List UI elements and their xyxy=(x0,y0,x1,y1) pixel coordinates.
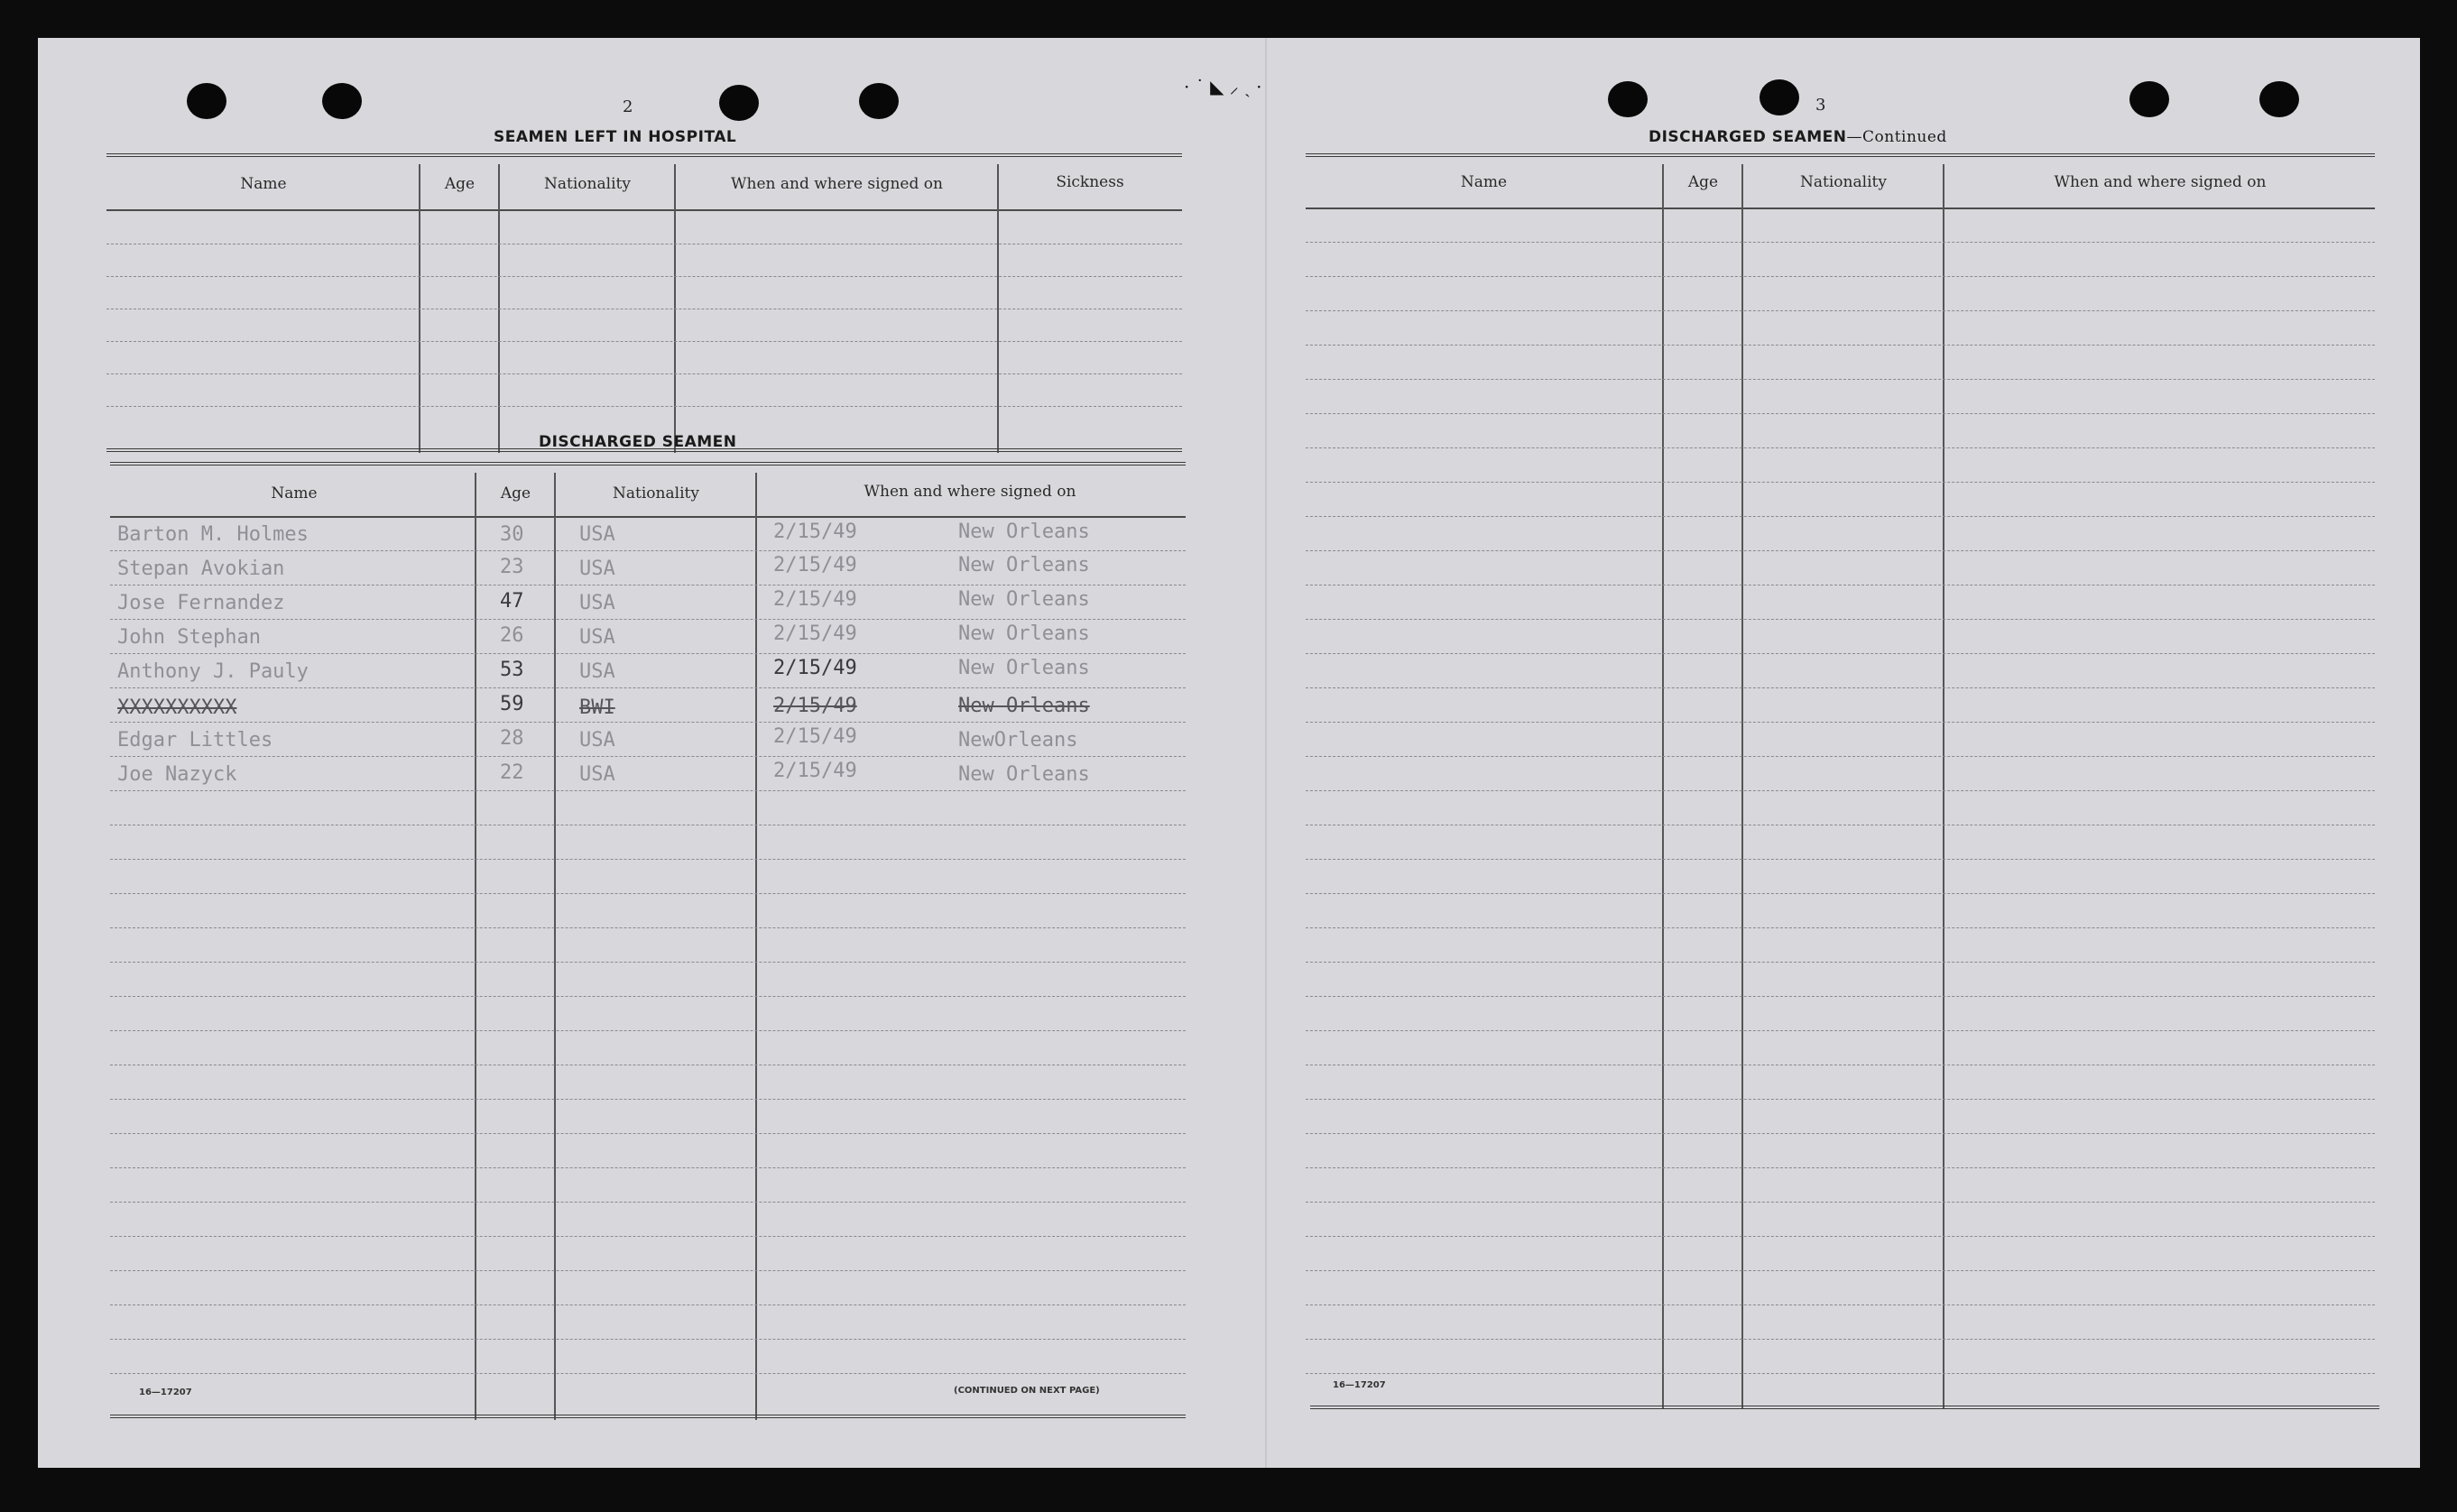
punch-hole xyxy=(2129,81,2169,117)
seaman-name: Edgar Littles xyxy=(117,729,273,751)
right-col-signed-on: When and where signed on xyxy=(2054,173,2267,191)
right-title-main: DISCHARGED SEAMEN xyxy=(1649,128,1847,146)
signed-on-place: New Orleans xyxy=(958,588,1090,611)
signed-on-place: New Orleans xyxy=(958,622,1090,645)
right-col-nationality: Nationality xyxy=(1800,173,1887,191)
seaman-age: 53 xyxy=(500,659,524,681)
hospital-col-nationality: Nationality xyxy=(544,175,631,193)
seaman-name: Joe Nazyck xyxy=(117,763,237,786)
seaman-age: 22 xyxy=(500,761,524,784)
hospital-col-signed-on: When and where signed on xyxy=(731,175,943,193)
seaman-nationality: USA xyxy=(579,523,615,546)
signed-on-date: 2/15/49 xyxy=(773,725,857,748)
debris-marks: · ˙ ◣ ⸝ ˏ · xyxy=(1184,76,1262,97)
seaman-age: 30 xyxy=(500,523,524,546)
seaman-nationality: USA xyxy=(579,626,615,649)
right-title-suffix: —Continued xyxy=(1846,128,1947,146)
discharged-col-signed-on: When and where signed on xyxy=(864,483,1076,501)
hospital-section-title: SEAMEN LEFT IN HOSPITAL xyxy=(494,128,737,146)
seaman-name: Anthony J. Pauly xyxy=(117,660,309,683)
seaman-nationality: USA xyxy=(579,592,615,614)
seaman-age: 47 xyxy=(500,590,524,613)
punch-hole xyxy=(859,83,899,119)
seaman-age: 59 xyxy=(500,693,524,715)
signed-on-place: NewOrleans xyxy=(958,729,1078,751)
signed-on-date: 2/15/49 xyxy=(773,622,857,645)
signed-on-date: 2/15/49 xyxy=(773,521,857,543)
seaman-age: 26 xyxy=(500,624,524,647)
right-col-age: Age xyxy=(1687,173,1719,191)
discharged-col-nationality: Nationality xyxy=(613,484,699,502)
seaman-name: John Stephan xyxy=(117,626,261,649)
hospital-col-age: Age xyxy=(444,175,476,193)
signed-on-date: 2/15/49 xyxy=(773,695,857,717)
punch-hole xyxy=(187,83,226,119)
discharged-col-name: Name xyxy=(271,484,318,502)
left-form-number: 16—17207 xyxy=(139,1388,192,1397)
signed-on-place: New Orleans xyxy=(958,695,1090,717)
seaman-nationality: USA xyxy=(579,558,615,580)
seaman-nationality: USA xyxy=(579,763,615,786)
left-page-number: 2 xyxy=(623,97,633,116)
punch-hole xyxy=(1760,79,1799,115)
seaman-age: 23 xyxy=(500,556,524,578)
discharged-col-age: Age xyxy=(500,484,531,502)
punch-hole xyxy=(322,83,362,119)
signed-on-place: New Orleans xyxy=(958,521,1090,543)
right-form-number: 16—17207 xyxy=(1333,1380,1386,1390)
signed-on-place: New Orleans xyxy=(958,763,1090,786)
signed-on-date: 2/15/49 xyxy=(773,554,857,576)
document-sheet xyxy=(38,38,2420,1468)
seaman-name: XXXXXXXXXX xyxy=(117,696,237,719)
continued-note: (CONTINUED ON NEXT PAGE) xyxy=(954,1386,1100,1396)
seaman-nationality: BWI xyxy=(579,696,615,719)
seaman-name: Barton M. Holmes xyxy=(117,523,309,546)
right-section-title xyxy=(1649,128,1947,146)
right-col-name: Name xyxy=(1460,173,1508,191)
hospital-col-name: Name xyxy=(240,175,287,193)
signed-on-place: New Orleans xyxy=(958,657,1090,679)
punch-hole xyxy=(2259,81,2299,117)
seaman-nationality: USA xyxy=(579,660,615,683)
right-page-number: 3 xyxy=(1815,96,1826,115)
seaman-name: Jose Fernandez xyxy=(117,592,285,614)
discharged-section-title: DISCHARGED SEAMEN xyxy=(539,433,737,451)
seaman-age: 28 xyxy=(500,727,524,750)
signed-on-place: New Orleans xyxy=(958,554,1090,576)
signed-on-date: 2/15/49 xyxy=(773,760,857,782)
hospital-col-sickness: Sickness xyxy=(1056,173,1124,191)
seaman-name: Stepan Avokian xyxy=(117,558,285,580)
punch-hole xyxy=(1608,81,1648,117)
signed-on-date: 2/15/49 xyxy=(773,588,857,611)
seaman-nationality: USA xyxy=(579,729,615,751)
signed-on-date: 2/15/49 xyxy=(773,657,857,679)
punch-hole xyxy=(719,85,759,121)
page-fold xyxy=(1265,38,1267,1468)
